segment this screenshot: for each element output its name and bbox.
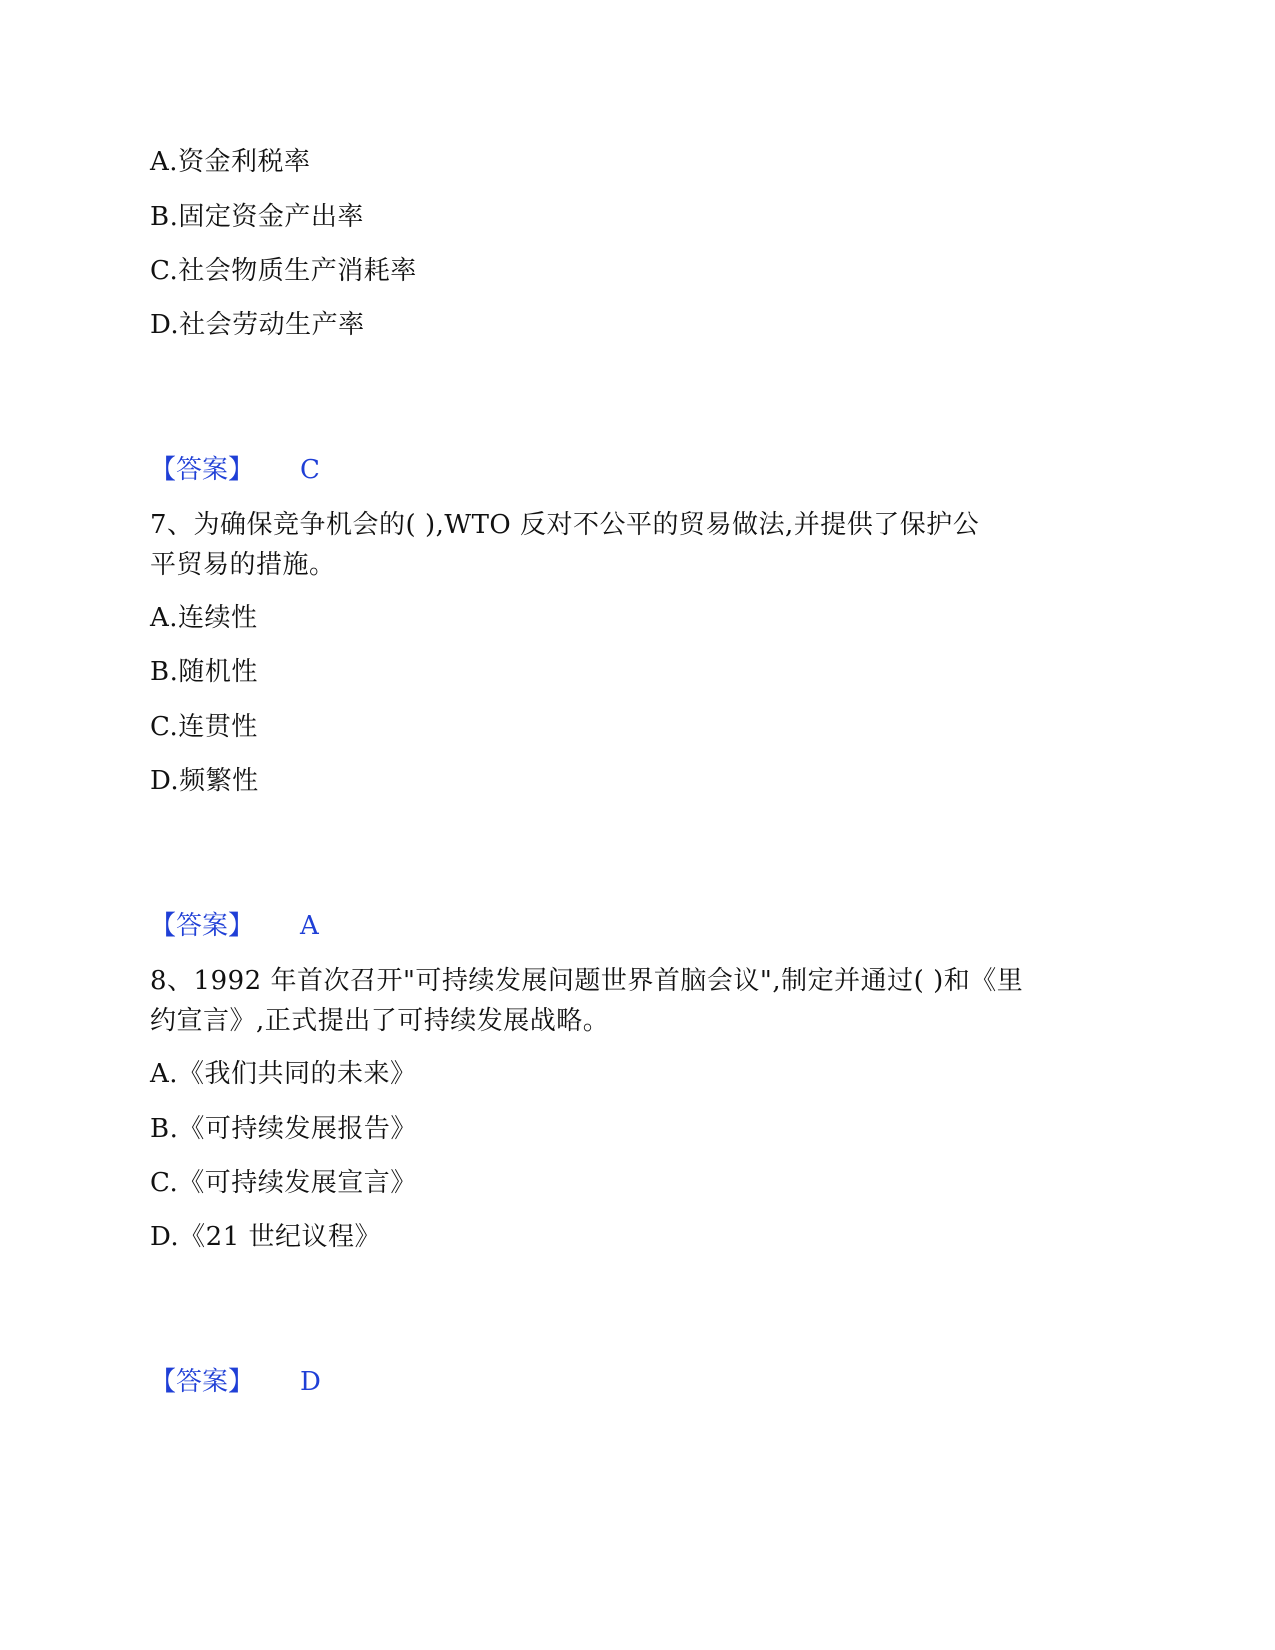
answer-value: A [300,911,319,941]
answer-label: 【答案】 [150,911,255,941]
q7-answer [150,906,319,946]
q7-option-d: D.频繁性 [150,766,259,796]
q8-stem-line-1: 8、1992 年首次召开"可持续发展问题世界首脑会议",制定并通过( )和《里 [150,966,1024,996]
answer-value: C [300,455,320,485]
q8-option-a: A.《我们共同的未来》 [150,1059,417,1089]
q8-stem-line-2: 约宣言》,正式提出了可持续发展战略。 [150,1006,610,1036]
q7-option-b: B.随机性 [150,657,258,687]
q6-option-a: A.资金利税率 [150,147,311,177]
answer-label: 【答案】 [150,455,255,485]
q6-option-c: C.社会物质生产消耗率 [150,256,417,286]
q8-option-b: B.《可持续发展报告》 [150,1114,417,1144]
q8-option-d: D.《21 世纪议程》 [150,1222,382,1252]
q8-option-c: C.《可持续发展宣言》 [150,1168,417,1198]
q6-option-b: B.固定资金产出率 [150,202,364,232]
answer-label: 【答案】 [150,1367,255,1397]
q7-option-a: A.连续性 [150,603,258,633]
q7-stem-line-1: 7、为确保竞争机会的( ),WTO 反对不公平的贸易做法,并提供了保护公 [150,510,980,540]
answer-value: D [300,1367,321,1397]
q7-stem-line-2: 平贸易的措施。 [150,550,336,580]
q7-option-c: C.连贯性 [150,712,258,742]
q8-answer [150,1362,321,1402]
q7-stem [150,505,1130,585]
q8-stem [150,961,1130,1041]
q6-answer [150,450,320,490]
q6-option-d: D.社会劳动生产率 [150,310,365,340]
